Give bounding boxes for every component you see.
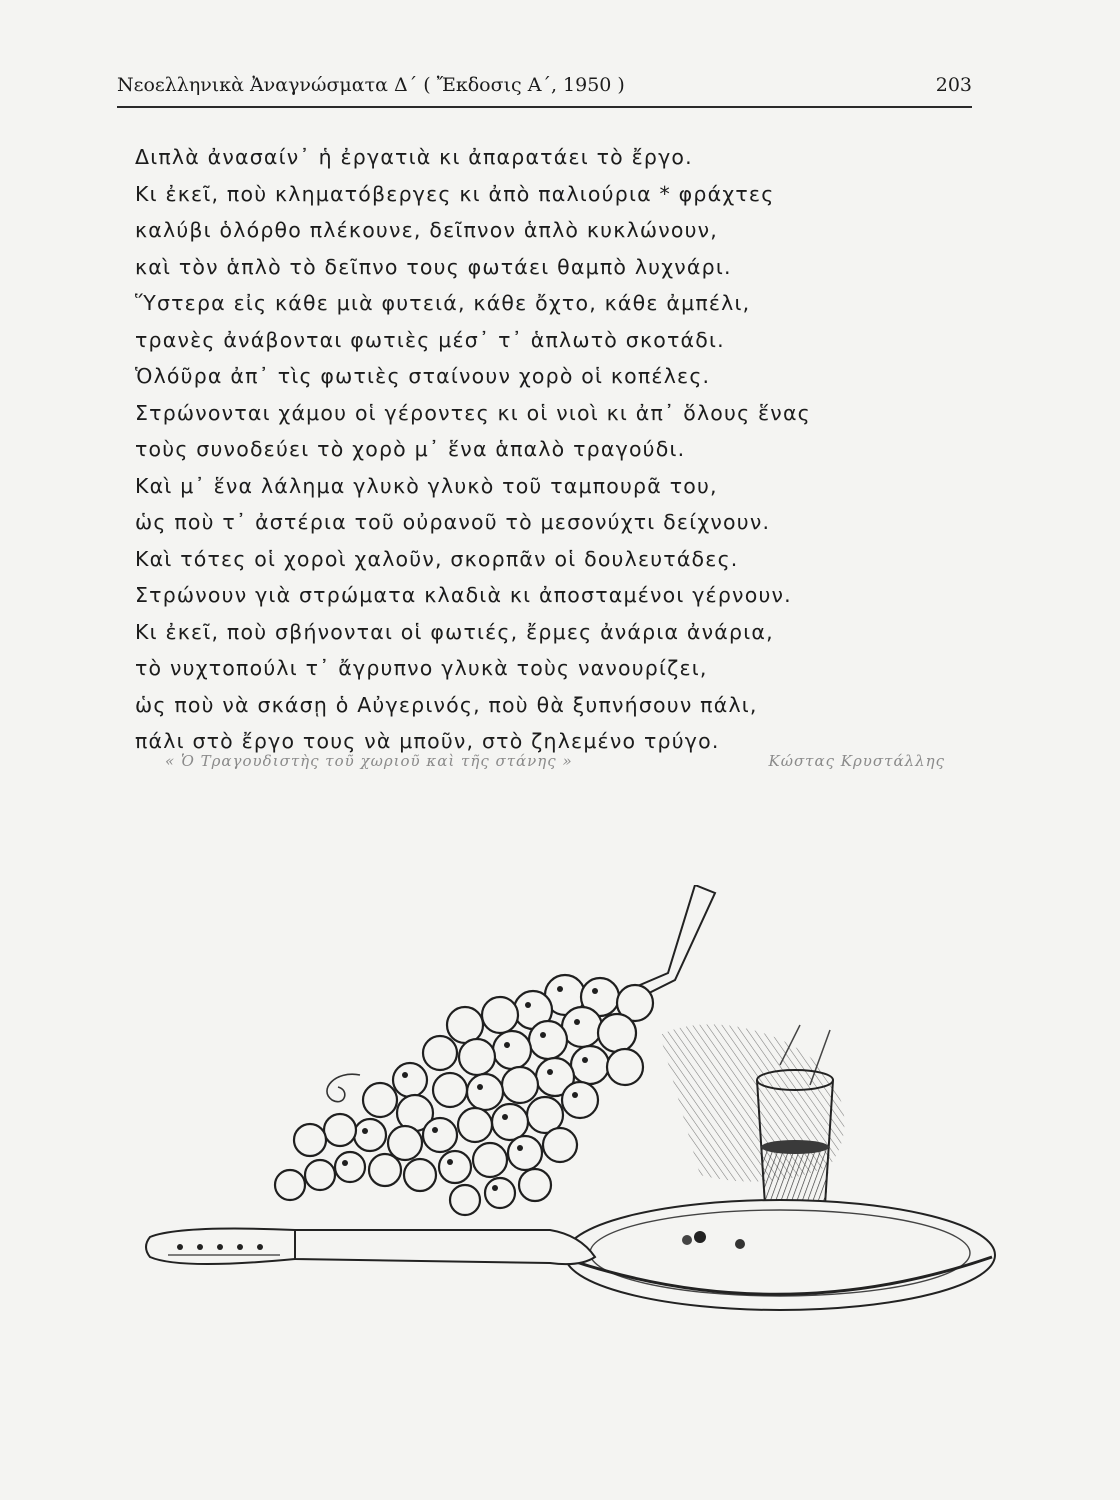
poem-line: Στρώνονται χάμου οἱ γέροντες κι οἱ νιοὶ κι ἀπ᾽ ὅλους ἕνας xyxy=(135,400,811,425)
still-life-illustration xyxy=(140,885,1000,1385)
page-number: 203 xyxy=(935,74,972,96)
poem-line: Διπλὰ ἀνασαίν᾽ ἡ ἐργατιὰ κι ἀπαρατάει τὸ ἔργο. xyxy=(135,145,693,169)
poem-line: Καὶ μ᾽ ἕνα λάλημα γλυκὸ γλυκὸ τοῦ ταμπουρᾶ του, xyxy=(135,473,718,498)
tendril xyxy=(327,1074,360,1101)
poem-body xyxy=(135,139,995,760)
running-title: Νεοελληνικὰ Ἀναγνώσματα Δ΄ ( Ἔκδοσις Α΄, 1950 ) xyxy=(117,74,625,96)
poem-line: πάλι στὸ ἔργο τους νὰ μποῦν, στὸ ζηλεμένο τρύγο. xyxy=(135,729,720,753)
source-attribution xyxy=(165,752,955,780)
poem-line: ὡς ποὺ νὰ σκάσῃ ὁ Αὐγερινός, ποὺ θὰ ξυπνήσουν πάλι, xyxy=(135,692,758,717)
poem-line: ὡς ποὺ τ᾽ ἀστέρια τοῦ οὐρανοῦ τὸ μεσονύχτι δείχνουν. xyxy=(135,510,771,534)
poem-line: Ὁλόῦρα ἀπ᾽ τὶς φωτιὲς σταίνουν χορὸ οἱ κοπέλες. xyxy=(135,364,711,388)
poem-line: καλύβι ὁλόρθο πλέκουνε, δεῖπνον ἁπλὸ κυκλώνουν, xyxy=(135,218,719,242)
source-author: Κώστας Κρυστάλλης xyxy=(768,752,945,770)
running-header xyxy=(117,70,972,108)
poem-line: Κι ἐκεῖ, ποὺ κληματόβεργες κι ἀπὸ παλιούρια * φράχτες xyxy=(135,181,775,206)
poem-line: Στρώνουν γιὰ στρώματα κλαδιὰ κι ἀποσταμένοι γέρνουν. xyxy=(135,583,792,607)
grape-stem xyxy=(640,885,715,995)
poem-line: Ὕστερα εἰς κάθε μιὰ φυτειά, κάθε ὄχτο, κάθε ἀμπέλι, xyxy=(135,291,751,315)
poem-line: τὸ νυχτοπούλι τ᾽ ἄγρυπνο γλυκὰ τοὺς νανουρίζει, xyxy=(135,656,708,680)
poem-line: τοὺς συνοδεύει τὸ χορὸ μ᾽ ἕνα ἁπαλὸ τραγούδι. xyxy=(135,437,686,461)
poem-line: Καὶ τότες οἱ χοροὶ χαλοῦν, σκορπᾶν οἱ δουλευτάδες. xyxy=(135,546,739,571)
poem-line: τρανὲς ἀνάβονται φωτιὲς μέσ᾽ τ᾽ ἁπλωτὸ σκοτάδι. xyxy=(135,327,725,352)
poem-line: καὶ τὸν ἁπλὸ τὸ δεῖπνο τους φωτάει θαμπὸ λυχνάρι. xyxy=(135,254,732,279)
poem-line: Κι ἐκεῖ, ποὺ σβήνονται οἱ φωτιές, ἔρμες ἀνάρια ἀνάρια, xyxy=(135,619,774,644)
source-work-title: « Ὁ Τραγουδιστὴς τοῦ χωριοῦ καὶ τῆς στάνης » xyxy=(165,752,573,770)
grape-cluster xyxy=(275,975,653,1215)
plate xyxy=(565,1200,995,1310)
knife xyxy=(146,1229,595,1265)
